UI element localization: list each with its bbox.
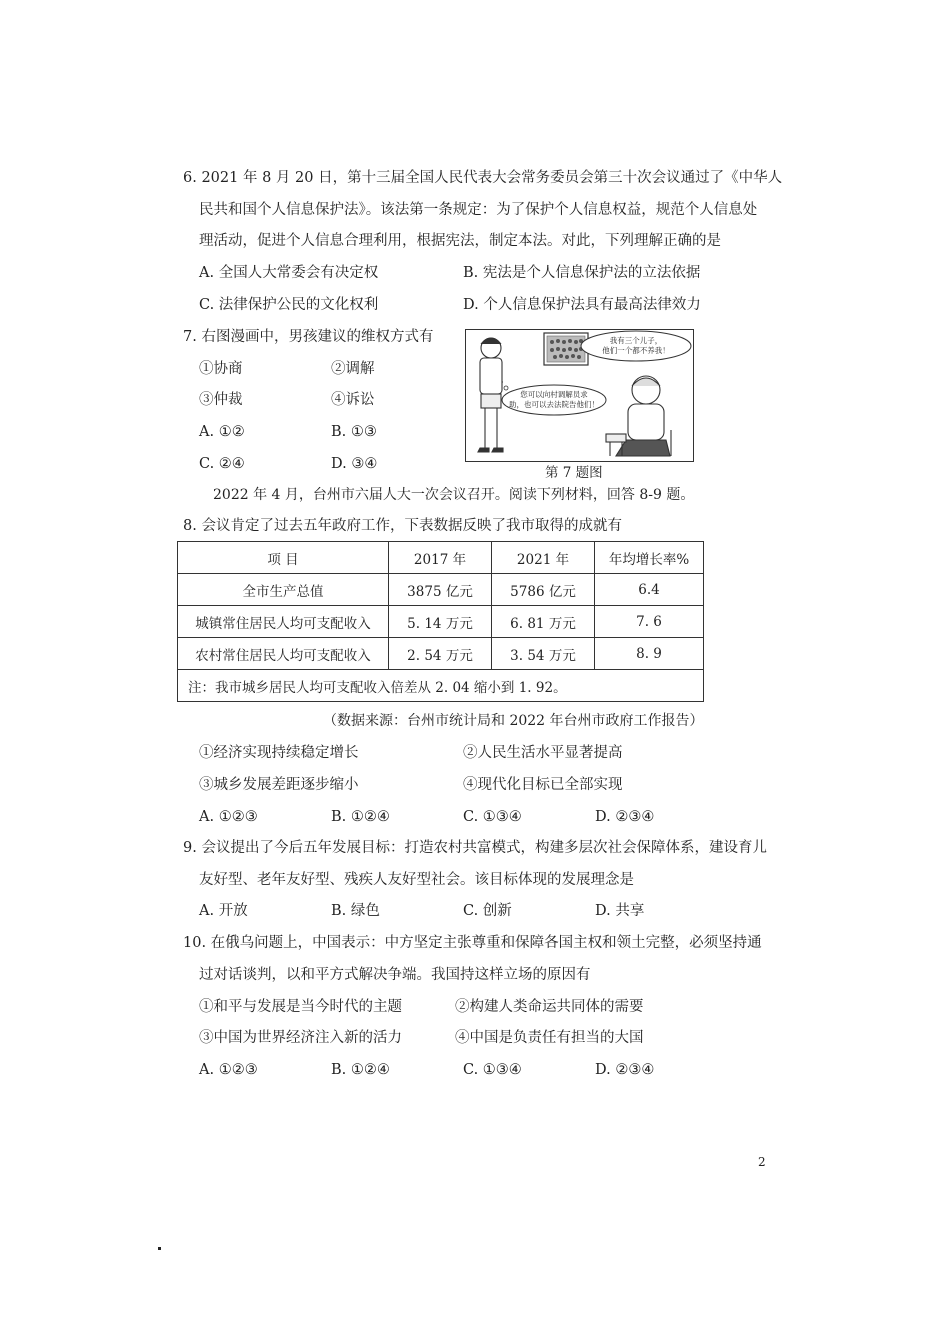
q7-stem: 7. 右图漫画中，男孩建议的维权方式有 <box>183 329 434 345</box>
old-man-speech-line-1: 我有三个儿子， <box>609 336 663 345</box>
q9-stem-line-1: 9. 会议提出了今后五年发展目标：打造农村共富模式，构建多层次社会保障体系，建设育儿 <box>183 840 767 856</box>
q7-item-3: ③仲裁 <box>199 392 243 408</box>
q7-option-a: A. ①② <box>199 424 245 440</box>
q6-stem-line-3: 理活动，促进个人信息合理利用，根据宪法，制定本法。对此，下列理解正确的是 <box>199 233 721 249</box>
table-header-row <box>178 542 704 574</box>
q9-stem-line-2: 友好型、老年友好型、残疾人友好型社会。该目标体现的发展理念是 <box>199 872 634 888</box>
table-cell: 8. 9 <box>595 638 704 670</box>
page-number: 2 <box>758 1155 766 1169</box>
table-header-cell: 2017 年 <box>389 542 492 574</box>
stray-mark <box>158 1247 161 1250</box>
q8-data-source: （数据来源：台州市统计局和 2022 年台州市政府工作报告） <box>323 713 704 729</box>
cartoon-illustration <box>466 330 692 460</box>
table-cell: 5786 亿元 <box>492 574 595 606</box>
table-header-cell: 2021 年 <box>492 542 595 574</box>
table-row <box>178 606 704 638</box>
table-row <box>178 574 704 606</box>
q7-item-1: ①协商 <box>199 361 243 377</box>
old-man-figure <box>606 376 671 456</box>
table-header-cell: 年均增长率% <box>595 542 704 574</box>
boy-speech-line-2: 助，也可以去法院告他们！ <box>509 400 599 409</box>
q6-option-c: C. 法律保护公民的文化权利 <box>199 297 379 313</box>
q6-option-d: D. 个人信息保护法具有最高法律效力 <box>463 297 701 313</box>
thought-dot <box>504 386 508 390</box>
q8-option-c: C. ①③④ <box>463 809 522 825</box>
q7-option-b: B. ①③ <box>331 424 377 440</box>
q10-option-a: A. ①②③ <box>199 1062 258 1078</box>
q9-option-c: C. 创新 <box>463 903 512 919</box>
q8-option-d: D. ②③④ <box>595 809 655 825</box>
q10-item-2: ②构建人类命运共同体的需要 <box>455 999 644 1015</box>
table-note: 注：我市城乡居民人均可支配收入倍差从 2. 04 缩小到 1. 92。 <box>178 670 704 702</box>
table-cell: 6.4 <box>595 574 704 606</box>
q10-item-4: ④中国是负责任有担当的大国 <box>455 1030 644 1046</box>
table-header-cell: 项 目 <box>178 542 389 574</box>
q8-option-a: A. ①②③ <box>199 809 258 825</box>
q10-item-3: ③中国为世界经济注入新的活力 <box>199 1030 402 1046</box>
q6-stem-line-1: 6. 2021 年 8 月 20 日，第十三届全国人民代表大会常务委员会第三十次会议通过了《中华人 <box>183 170 783 186</box>
table-cell: 3875 亿元 <box>389 574 492 606</box>
boy-figure <box>478 338 503 452</box>
boy-speech-line-1: 您可以向村调解员求 <box>520 390 588 399</box>
q8-item-1: ①经济实现持续稳定增长 <box>199 745 359 761</box>
q6-stem-line-2: 民共和国个人信息保护法》。该法第一条规定：为了保护个人信息权益，规范个人信息处 <box>199 202 758 218</box>
q9-option-b: B. 绿色 <box>331 903 380 919</box>
q8-item-2: ②人民生活水平显著提高 <box>463 745 623 761</box>
q7-figure-caption: 第 7 题图 <box>545 465 603 481</box>
table-cell: 6. 81 万元 <box>492 606 595 638</box>
q8-item-4: ④现代化目标已全部实现 <box>463 777 623 793</box>
q6-option-b: B. 宪法是个人信息保护法的立法依据 <box>463 265 701 281</box>
intro-8-9: 2022 年 4 月，台州市六届人大一次会议召开。阅读下列材料，回答 8-9 题。 <box>213 487 695 503</box>
q7-option-d: D. ③④ <box>331 456 378 472</box>
q10-stem-line-1: 10. 在俄乌问题上，中国表示：中方坚定主张尊重和保障各国主权和领土完整，必须坚持通 <box>183 935 762 951</box>
q8-data-table <box>177 541 704 702</box>
q9-option-d: D. 共享 <box>595 903 645 919</box>
table-cell: 城镇常住居民人均可支配收入 <box>178 606 389 638</box>
q7-cartoon-figure <box>465 329 694 462</box>
table-note-row <box>178 670 704 702</box>
q7-item-2: ②调解 <box>331 361 375 377</box>
table-cell: 2. 54 万元 <box>389 638 492 670</box>
q10-option-d: D. ②③④ <box>595 1062 655 1078</box>
q8-stem: 8. 会议肯定了过去五年政府工作，下表数据反映了我市取得的成就有 <box>183 518 622 534</box>
q10-option-b: B. ①②④ <box>331 1062 390 1078</box>
q10-item-1: ①和平与发展是当今时代的主题 <box>199 999 402 1015</box>
old-man-speech-line-2: 他们一个都不养我！ <box>602 346 670 355</box>
table-cell: 农村常住居民人均可支配收入 <box>178 638 389 670</box>
q7-item-4: ④诉讼 <box>331 392 375 408</box>
table-cell: 5. 14 万元 <box>389 606 492 638</box>
q7-option-c: C. ②④ <box>199 456 245 472</box>
q8-item-3: ③城乡发展差距逐步缩小 <box>199 777 359 793</box>
q6-option-a: A. 全国人大常委会有决定权 <box>199 265 379 281</box>
table-row <box>178 638 704 670</box>
q10-option-c: C. ①③④ <box>463 1062 522 1078</box>
table-cell: 全市生产总值 <box>178 574 389 606</box>
q8-option-b: B. ①②④ <box>331 809 390 825</box>
q9-option-a: A. 开放 <box>199 903 248 919</box>
q10-stem-line-2: 过对话谈判，以和平方式解决争端。我国持这样立场的原因有 <box>199 967 591 983</box>
table-cell: 3. 54 万元 <box>492 638 595 670</box>
table-cell: 7. 6 <box>595 606 704 638</box>
